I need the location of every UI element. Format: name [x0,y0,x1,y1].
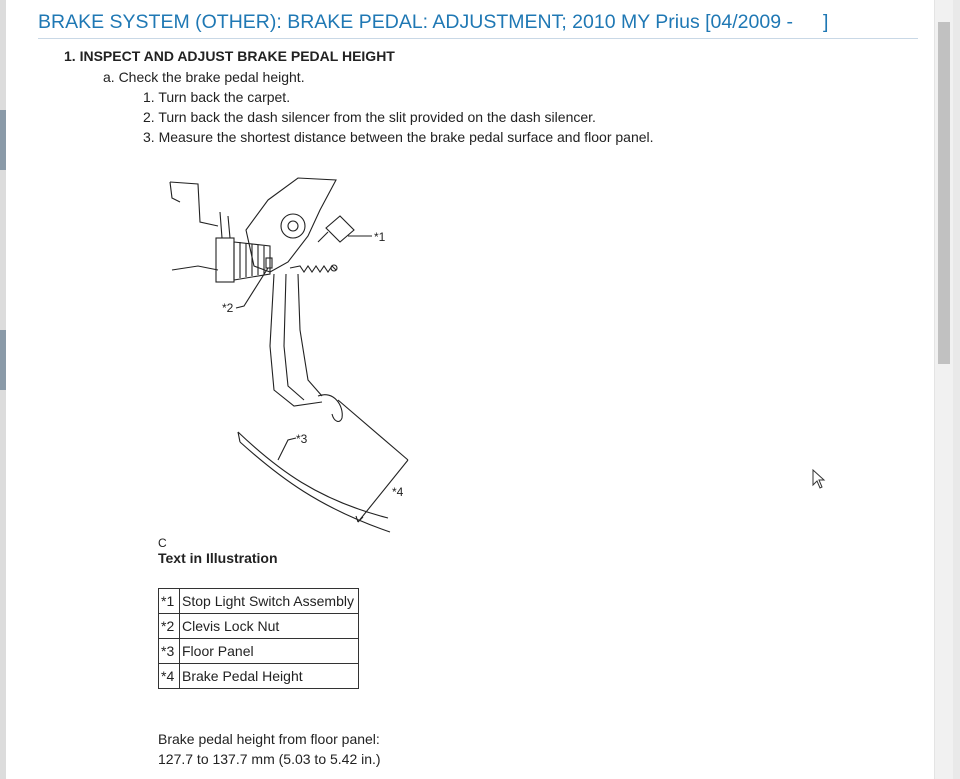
legend-key: *4 [159,664,180,689]
frame-mark [0,110,6,170]
substep-2-text: 2. Turn back the dash silencer from the slit provided on the dash silencer. [143,109,596,125]
scrollbar-thumb[interactable] [938,22,950,364]
page-title [38,11,918,39]
callout-1: *1 [374,230,386,244]
frame-mark [0,330,6,390]
callout-4: *4 [392,485,404,499]
legend-label: Stop Light Switch Assembly [180,589,359,614]
callout-2: *2 [222,301,234,315]
illustration-caption: Text in Illustration [158,550,278,566]
dash-outline [170,182,218,226]
table-row [159,589,359,614]
legend-label: Brake Pedal Height [180,664,359,689]
illustration-legend-table [158,588,359,689]
window-edge [953,0,960,779]
booster [216,238,234,282]
substep-3-text: 3. Measure the shortest distance between the brake pedal surface and floor panel. [143,129,654,145]
stop-light-switch [326,216,354,242]
legend-key: *2 [159,614,180,639]
legend-key: *1 [159,589,180,614]
step-1a-text: a. Check the brake pedal height. [103,69,305,85]
return-spring [290,266,336,272]
page-title-bracket: ] [823,11,829,33]
mouse-pointer-icon [812,469,826,491]
table-row [159,664,359,689]
legend-label: Clevis Lock Nut [180,614,359,639]
legend-key: *3 [159,639,180,664]
page-title-text: BRAKE SYSTEM (OTHER): BRAKE PEDAL: ADJUSTMENT; 2010 MY Prius [04/2009 - [38,11,793,33]
pedal-bracket [246,178,336,272]
left-frame-strip [0,0,6,779]
illustration-code: C [158,536,167,550]
table-row [159,639,359,664]
pedal-height-line [338,400,408,460]
spec-label: Brake pedal height from floor panel: [158,731,380,747]
brake-pedal-illustration [158,170,428,540]
callout-3: *3 [296,432,308,446]
pedal-arm [270,274,322,406]
legend-label: Floor Panel [180,639,359,664]
clevis-lock-nut [266,258,272,268]
pedal-pad [318,395,342,422]
step-1-heading: 1. INSPECT AND ADJUST BRAKE PEDAL HEIGHT [64,48,395,64]
vertical-scrollbar[interactable] [934,0,953,779]
table-row [159,614,359,639]
pedal-pivot [281,214,305,238]
spec-value: 127.7 to 137.7 mm (5.03 to 5.42 in.) [158,751,381,767]
floor-panel [238,432,388,518]
substep-1-text: 1. Turn back the carpet. [143,89,291,105]
